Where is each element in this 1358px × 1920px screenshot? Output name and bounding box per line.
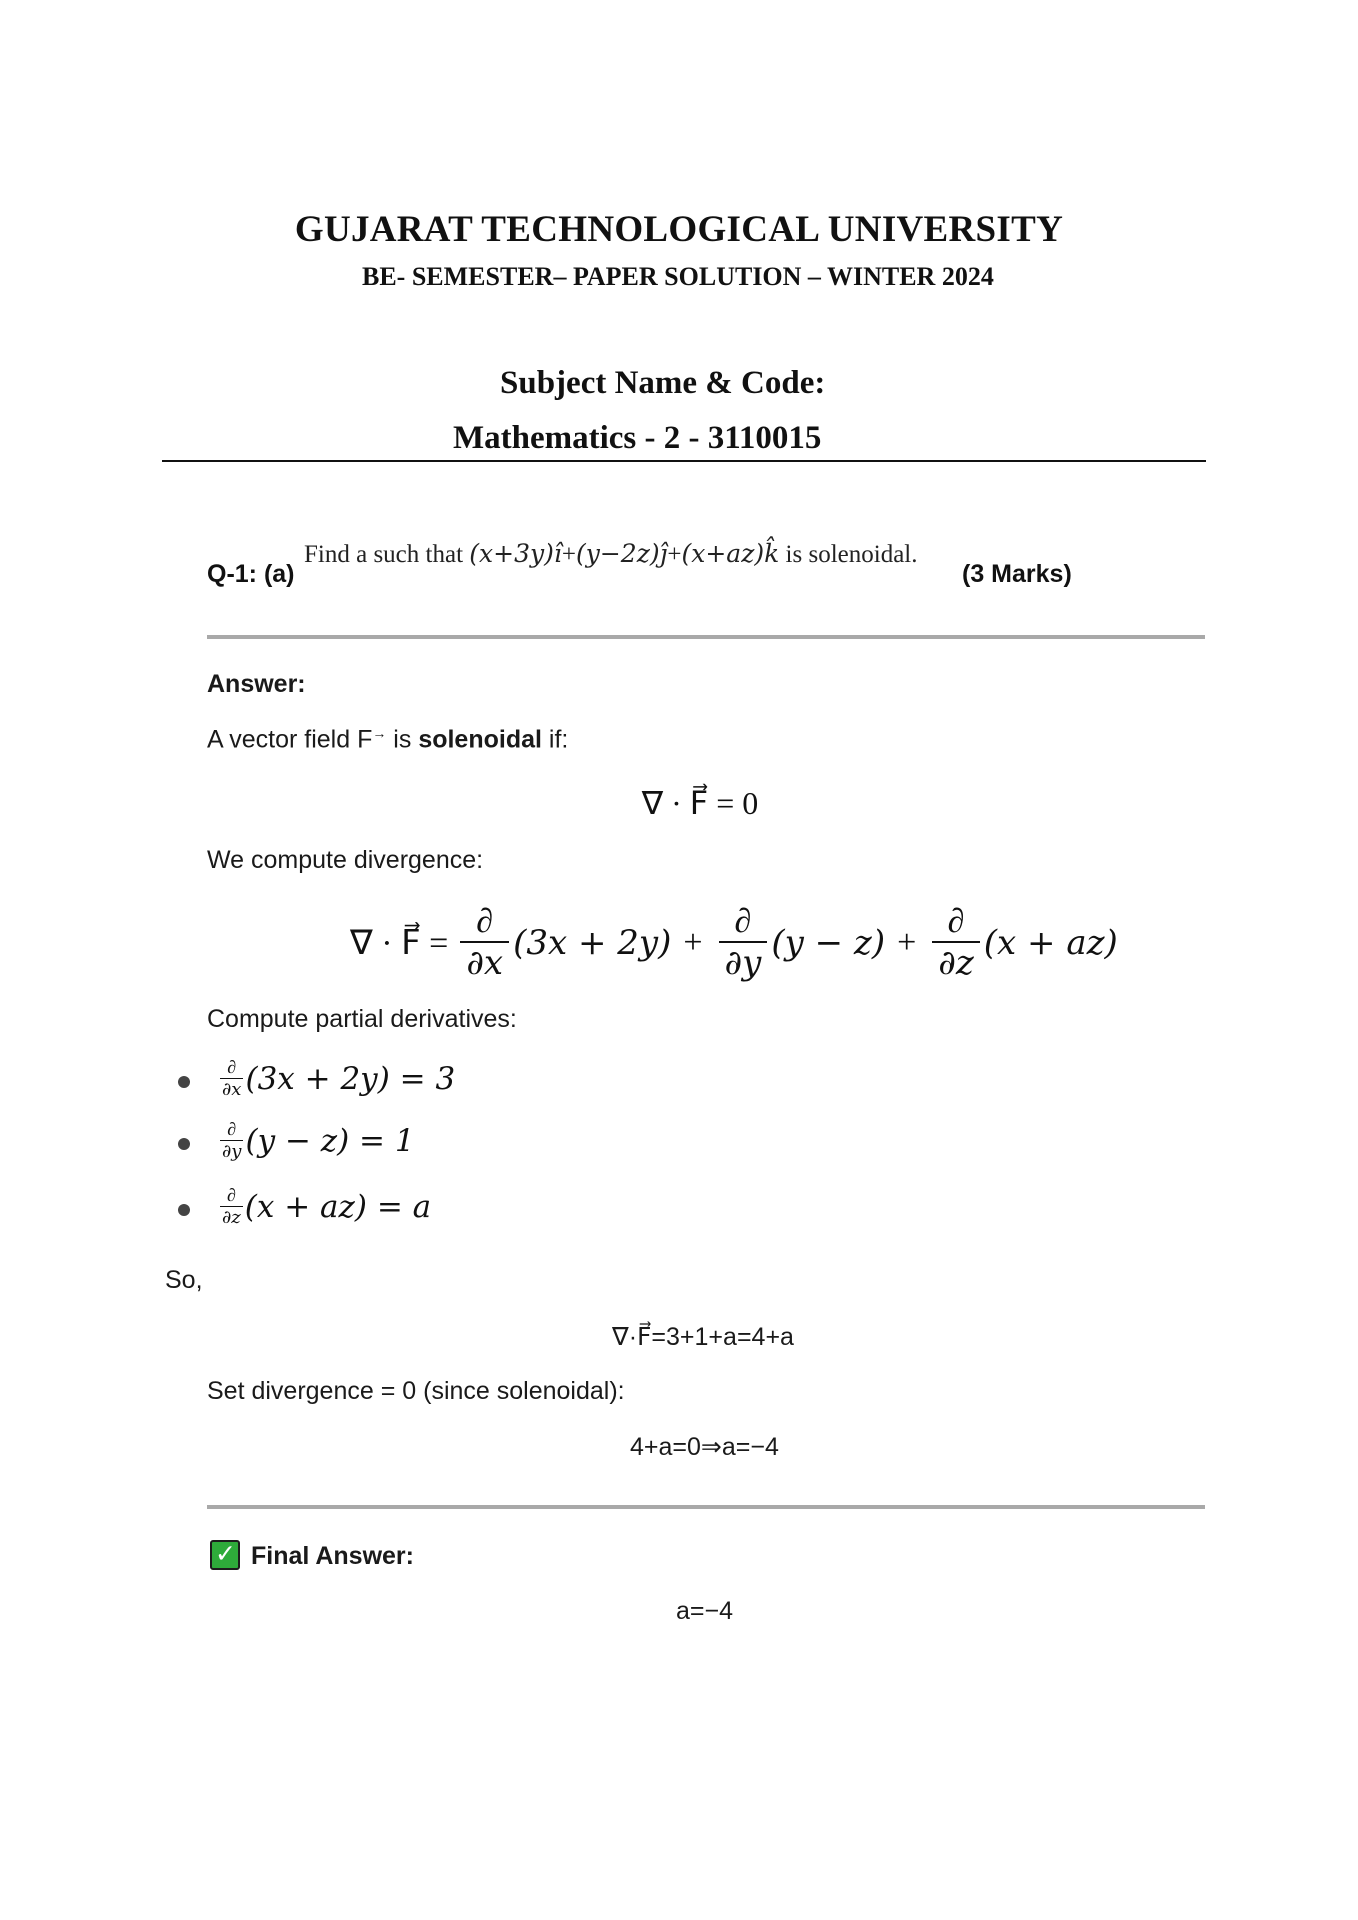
partial-derivative-expr: (3x + 2y) = 3 — [245, 1060, 456, 1097]
partial-derivative-expr: (y − z) = 1 — [245, 1122, 415, 1159]
partial-numerator: ∂ — [227, 1119, 237, 1139]
unit-vector-k: k̂ — [764, 539, 780, 568]
partial-numerator: ∂ — [227, 1057, 237, 1077]
section-divider — [207, 1505, 1205, 1509]
partial-numerator: ∂ — [947, 903, 965, 940]
question-suffix: is solenoidal. — [785, 541, 918, 568]
partial-z-fraction — [932, 903, 980, 983]
definition-term: solenoidal — [418, 725, 542, 754]
small-partial-fraction — [220, 1185, 243, 1228]
partial-denominator: ∂x — [222, 1079, 242, 1100]
partial-derivatives-label: Compute partial derivatives: — [207, 1005, 517, 1033]
divergence-result: ∇·F⃗=3+1+a=4+a — [612, 1323, 794, 1351]
partial-derivative-item — [220, 1057, 455, 1100]
partial-derivative-item — [220, 1185, 431, 1228]
bullet-icon — [178, 1204, 190, 1216]
final-answer-label: Final Answer: — [251, 1542, 414, 1570]
question-term-3: (x+az) — [681, 539, 765, 568]
unit-vector-i: î — [553, 539, 562, 568]
partial-y-fraction — [719, 903, 768, 983]
university-title: GUJARAT TECHNOLOGICAL UNIVERSITY — [294, 209, 1064, 250]
check-mark-icon — [210, 1540, 240, 1570]
subject-label: Subject Name & Code: — [500, 365, 826, 401]
divergence-term-arg: (3x + 2y) — [513, 923, 672, 963]
divergence-term-arg: (y − z) — [771, 923, 886, 963]
unit-vector-j: ĵ — [659, 539, 668, 568]
definition-mid: is — [386, 725, 419, 754]
question-marks: (3 Marks) — [962, 560, 1072, 588]
question-term-2: (y−2z) — [575, 539, 660, 568]
header-divider — [162, 460, 1206, 462]
check-glyph: ✓ — [215, 1539, 236, 1568]
definition-suffix: if: — [541, 725, 569, 754]
small-partial-fraction — [220, 1057, 243, 1100]
partial-denominator: ∂x — [460, 941, 509, 983]
partial-x-fraction — [460, 903, 509, 983]
paper-subtitle: BE- SEMESTER– PAPER SOLUTION – WINTER 2024 — [362, 262, 994, 291]
partial-numerator: ∂ — [226, 1185, 236, 1205]
question-label: Q-1: (a) — [207, 560, 295, 588]
subject-value: Mathematics - 2 - 3110015 — [453, 420, 822, 456]
divergence-lhs: ∇ · F⃗ = — [350, 925, 449, 962]
solenoidal-condition: ∇ · F⃗ = 0 — [641, 785, 759, 821]
question-term-1: (x+3y) — [469, 539, 554, 568]
definition-line — [207, 725, 568, 754]
divergence-plus: + — [897, 924, 917, 961]
divergence-plus: + — [683, 924, 703, 961]
partial-numerator: ∂ — [476, 903, 494, 940]
set-divergence-label: Set divergence = 0 (since solenoidal): — [207, 1377, 625, 1405]
partial-denominator: ∂z — [222, 1207, 241, 1228]
partial-derivative-item — [220, 1119, 415, 1162]
answer-label: Answer: — [207, 670, 306, 698]
question-plus-1: + — [561, 541, 576, 568]
small-partial-fraction — [220, 1119, 243, 1162]
so-label: So, — [165, 1266, 203, 1294]
partial-numerator: ∂ — [734, 903, 752, 940]
bullet-icon — [178, 1076, 190, 1088]
vector-arrow: → — [372, 725, 387, 741]
definition-prefix: A vector field F — [207, 725, 373, 754]
divergence-equation — [350, 898, 1118, 988]
partial-denominator: ∂z — [932, 941, 980, 983]
final-answer-value: a=−4 — [676, 1597, 734, 1625]
partial-derivative-expr: (x + az) = a — [244, 1188, 432, 1225]
divergence-term-arg: (x + az) — [983, 923, 1118, 963]
question-prefix: Find a such that — [304, 541, 464, 568]
bullet-icon — [178, 1138, 190, 1150]
partial-denominator: ∂y — [222, 1141, 242, 1162]
question-text — [304, 539, 917, 569]
question-plus-2: + — [667, 541, 682, 568]
solve-equation: 4+a=0⇒a=−4 — [630, 1433, 779, 1461]
section-divider — [207, 635, 1205, 639]
compute-divergence-label: We compute divergence: — [207, 846, 484, 874]
partial-denominator: ∂y — [719, 941, 768, 983]
